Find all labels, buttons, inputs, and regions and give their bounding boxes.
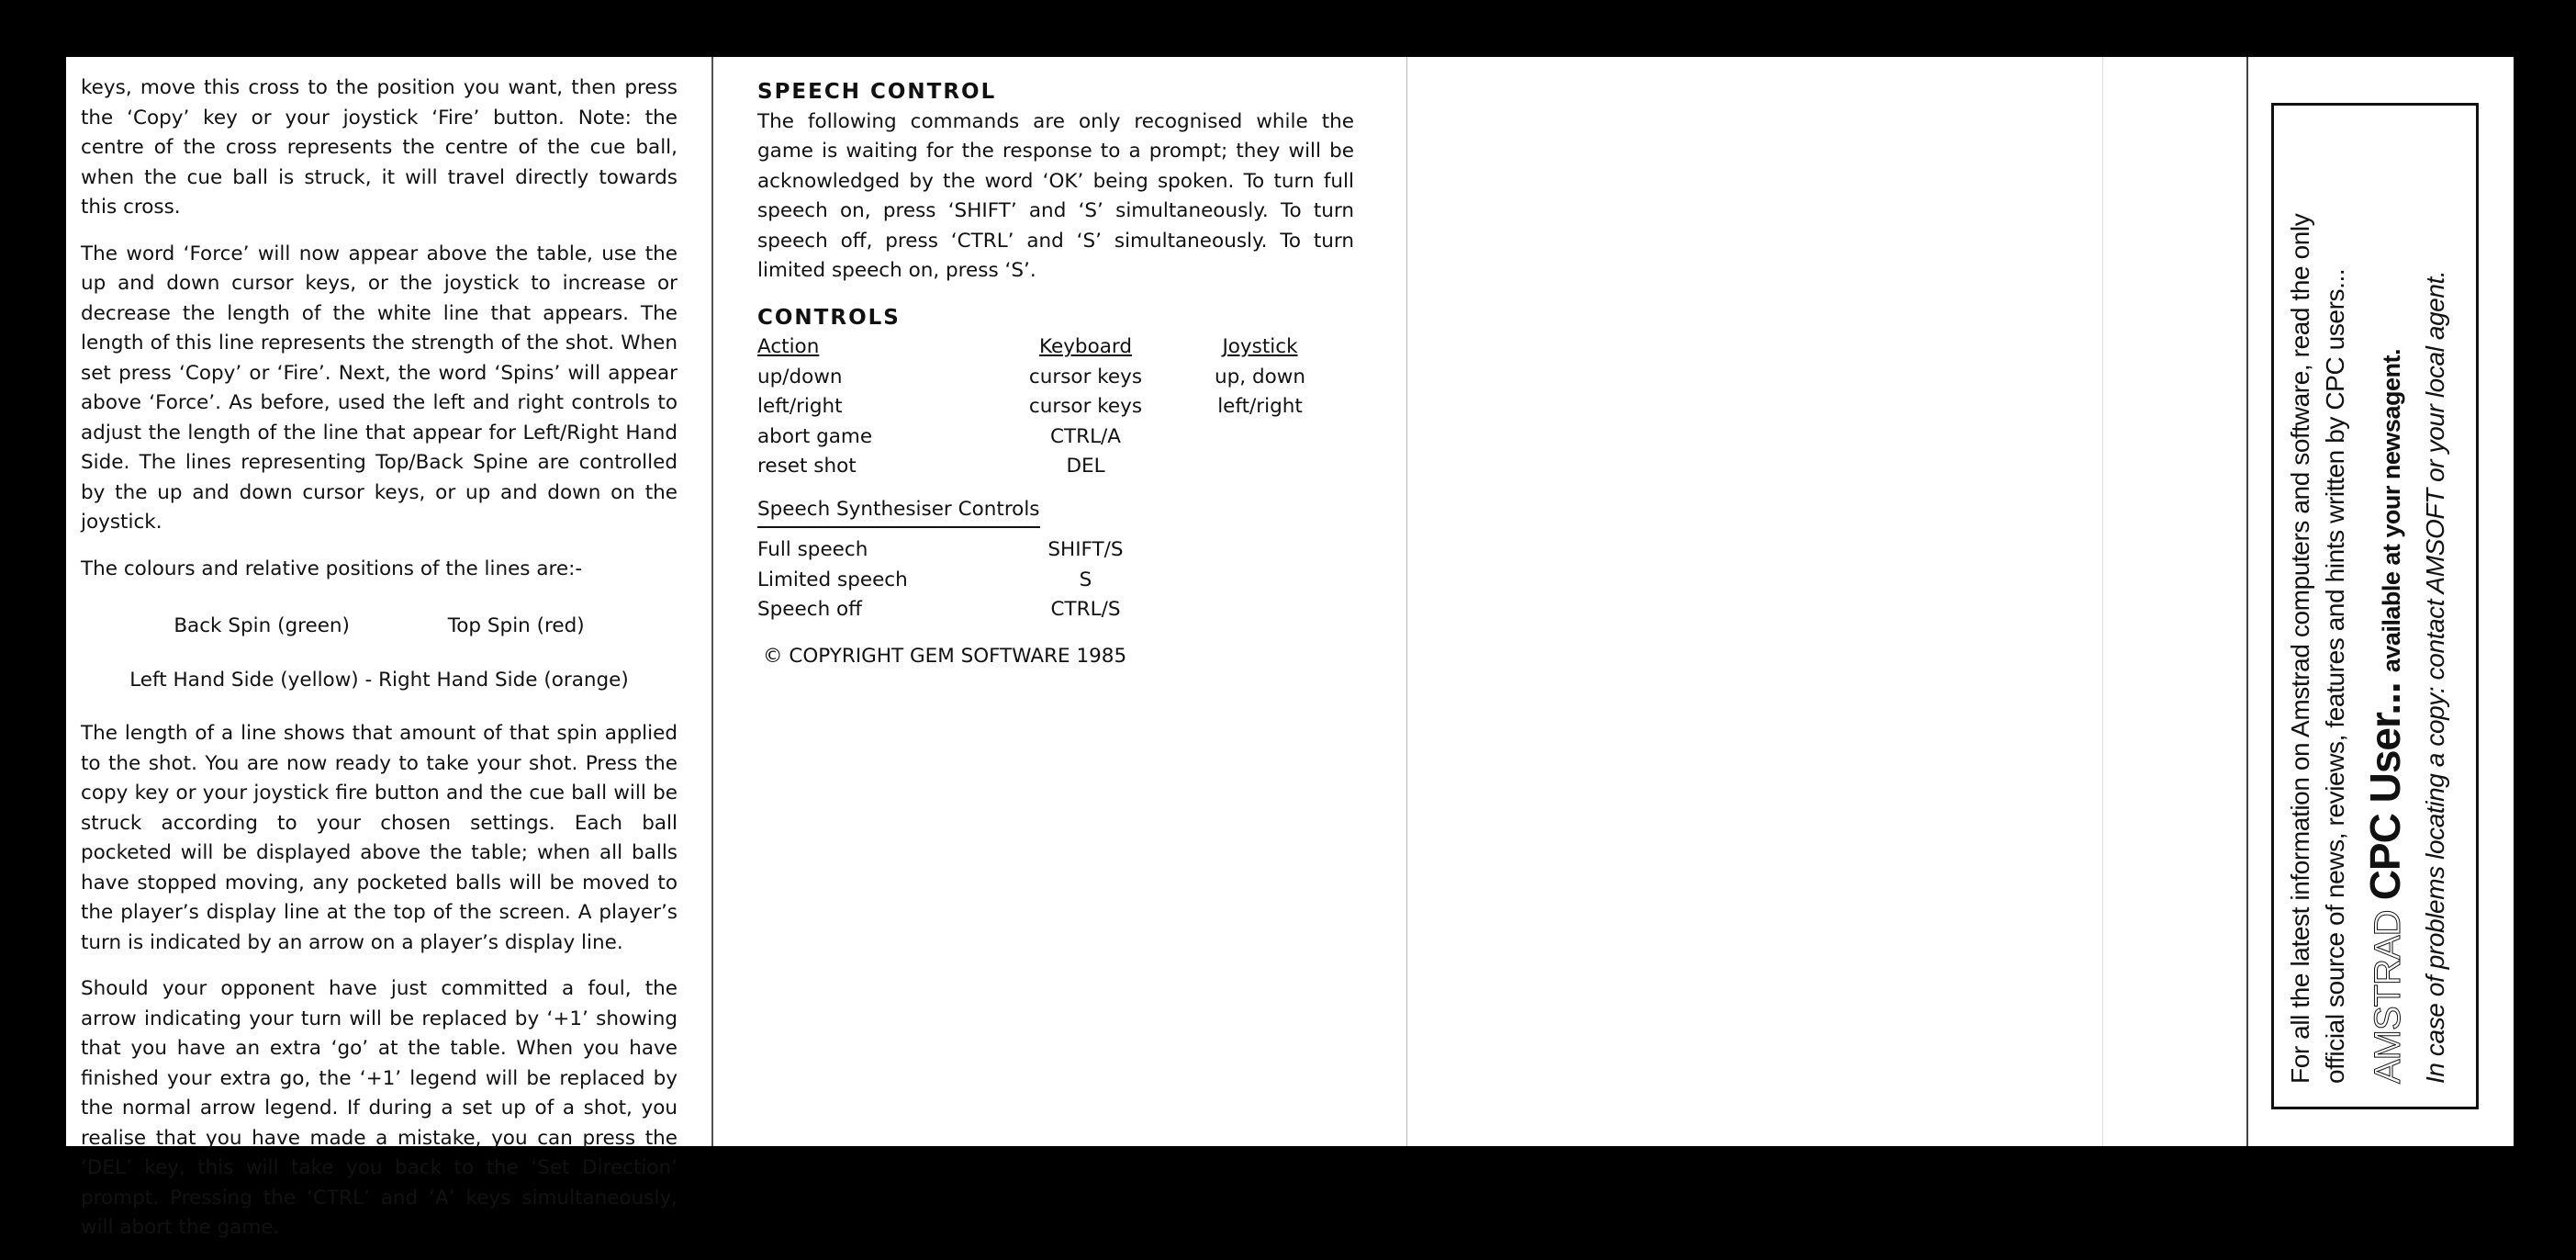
advert-brand-line [2358, 129, 2418, 1084]
cpc-user-advert [2271, 103, 2479, 1109]
control-joystick: up, down [1215, 365, 1305, 388]
control-joystick [1166, 422, 1354, 453]
copyright-notice: © COPYRIGHT GEM SOFTWARE 1985 [763, 644, 1127, 668]
speech-synth-heading: Speech Synthesiser Controls [757, 495, 1040, 529]
header-keyboard: Keyboard [1038, 335, 1133, 358]
speech-mode: Limited speech [757, 568, 908, 591]
header-joystick: Joystick [1222, 335, 1298, 358]
controls-column [757, 77, 1354, 671]
fold-line [2102, 57, 2103, 1146]
controls-heading: CONTROLS [757, 305, 901, 330]
speech-keys: CTRL/S [1050, 598, 1121, 621]
advert-line-4: In case of problems locating a copy: contact AMSOFT or your local agent. [2421, 270, 2449, 1084]
header-action: Action [757, 335, 820, 358]
control-keyboard: DEL [1066, 455, 1105, 478]
advert-availability: available at your newsagent. [2378, 349, 2405, 673]
paragraph-force-spin: The word ‘Force’ will now appear above the table, use the up and down cursor keys, or the joystick to increase or decrease the length of the white line that appears. The length of this line represents the strength of the shot. When set press ‘Copy’ or ‘Fire’. Next, the word ‘Spins’ will appear above ‘Force’. As before, used the left and right controls to adjust the length of the line that appear for Left/Right Hand Side. The lines representing Top/Back Spine are controlled by the up and down cursor keys, or up and down on the joystick. [81, 242, 678, 534]
spin-legend-row [81, 612, 678, 642]
paragraph-foul: Should your opponent have just committed a foul, the arrow indicating your turn will be replaced by ‘+1’ showing that you have an extra ‘go’ at the table. When you have finished your extra go, the ‘+1’ legend will be replaced by the normal arrow legend. If during a set up of a shot, you realise that you have made a mistake, you can press the ‘DEL’ key, this will take you back to the ‘Set Direction’ prompt. Pressing the ‘CTRL’ and ‘A’ keys simultaneously, will abort the game. [81, 977, 678, 1239]
control-action: left/right [757, 395, 843, 418]
control-action: reset shot [757, 455, 857, 478]
spin-sides-label: Left Hand Side (yellow) - Right Hand Side (orange) [129, 668, 629, 692]
control-action: abort game [757, 424, 873, 448]
fold-line [711, 57, 713, 1146]
instructions-column [81, 73, 678, 1260]
spin-top-label: Top Spin (red) [447, 614, 585, 637]
speech-synth-table [757, 535, 1354, 625]
control-joystick: left/right [1217, 395, 1303, 418]
speech-keys: S [1079, 568, 1092, 591]
paragraph-cross: keys, move this cross to the position you want, then press the ‘Copy’ key or your joystick ‘Fire’ button. Note: the centre of the cross represents the centre of the cue ball, when the cue ball is struck, it will travel directly towards this cross. [81, 76, 678, 219]
control-action: up/down [757, 365, 843, 388]
advert-line-2: official source of news, reviews, features and hints written by CPC users... [2321, 268, 2349, 1084]
advert-text-block [2283, 129, 2467, 1084]
fold-line [1406, 57, 1407, 1146]
speech-mode: Speech off [757, 598, 862, 621]
control-keyboard: cursor keys [1028, 365, 1143, 388]
control-keyboard: CTRL/A [1049, 424, 1121, 448]
cpc-user-logo-text: CPC User... [2361, 682, 2409, 901]
advert-line-1: For all the latest information on Amstrad computers and software, read the only [2286, 213, 2314, 1084]
control-joystick [1166, 452, 1354, 482]
speech-keys: SHIFT/S [1047, 538, 1124, 561]
paragraph-colours: The colours and relative positions of the lines are:- [81, 557, 583, 580]
speech-mode: Full speech [757, 538, 868, 561]
speech-control-text: The following commands are only recognised while the game is waiting for the response to a prompt; they will be acknowledged by the word ‘OK’ being spoken. To turn full speech on, press ‘SHIFT’ and ‘S’ simultaneously. To turn speech off, press ‘CTRL’ and ‘S’ simultaneously. To turn limited speech on, press ‘S’. [757, 109, 1354, 282]
spin-back-label: Back Spin (green) [174, 614, 350, 637]
controls-table [757, 332, 1354, 482]
fold-line [2246, 57, 2248, 1146]
amstrad-logo-text: AMSTRAD [2368, 910, 2408, 1084]
paragraph-shot: The length of a line shows that amount of that spin applied to the shot. You are now ready to take your shot. Press the copy key or your joystick fire button and the cue ball will be struck according to your chosen settings. Each ball pocketed will be displayed above the table; when all balls have stopped moving, any pocketed balls will be moved to the player’s display line at the top of the screen. A player’s turn is indicated by an arrow on a player’s display line. [81, 722, 678, 954]
speech-control-heading: SPEECH CONTROL [757, 80, 997, 104]
control-keyboard: cursor keys [1028, 395, 1143, 418]
